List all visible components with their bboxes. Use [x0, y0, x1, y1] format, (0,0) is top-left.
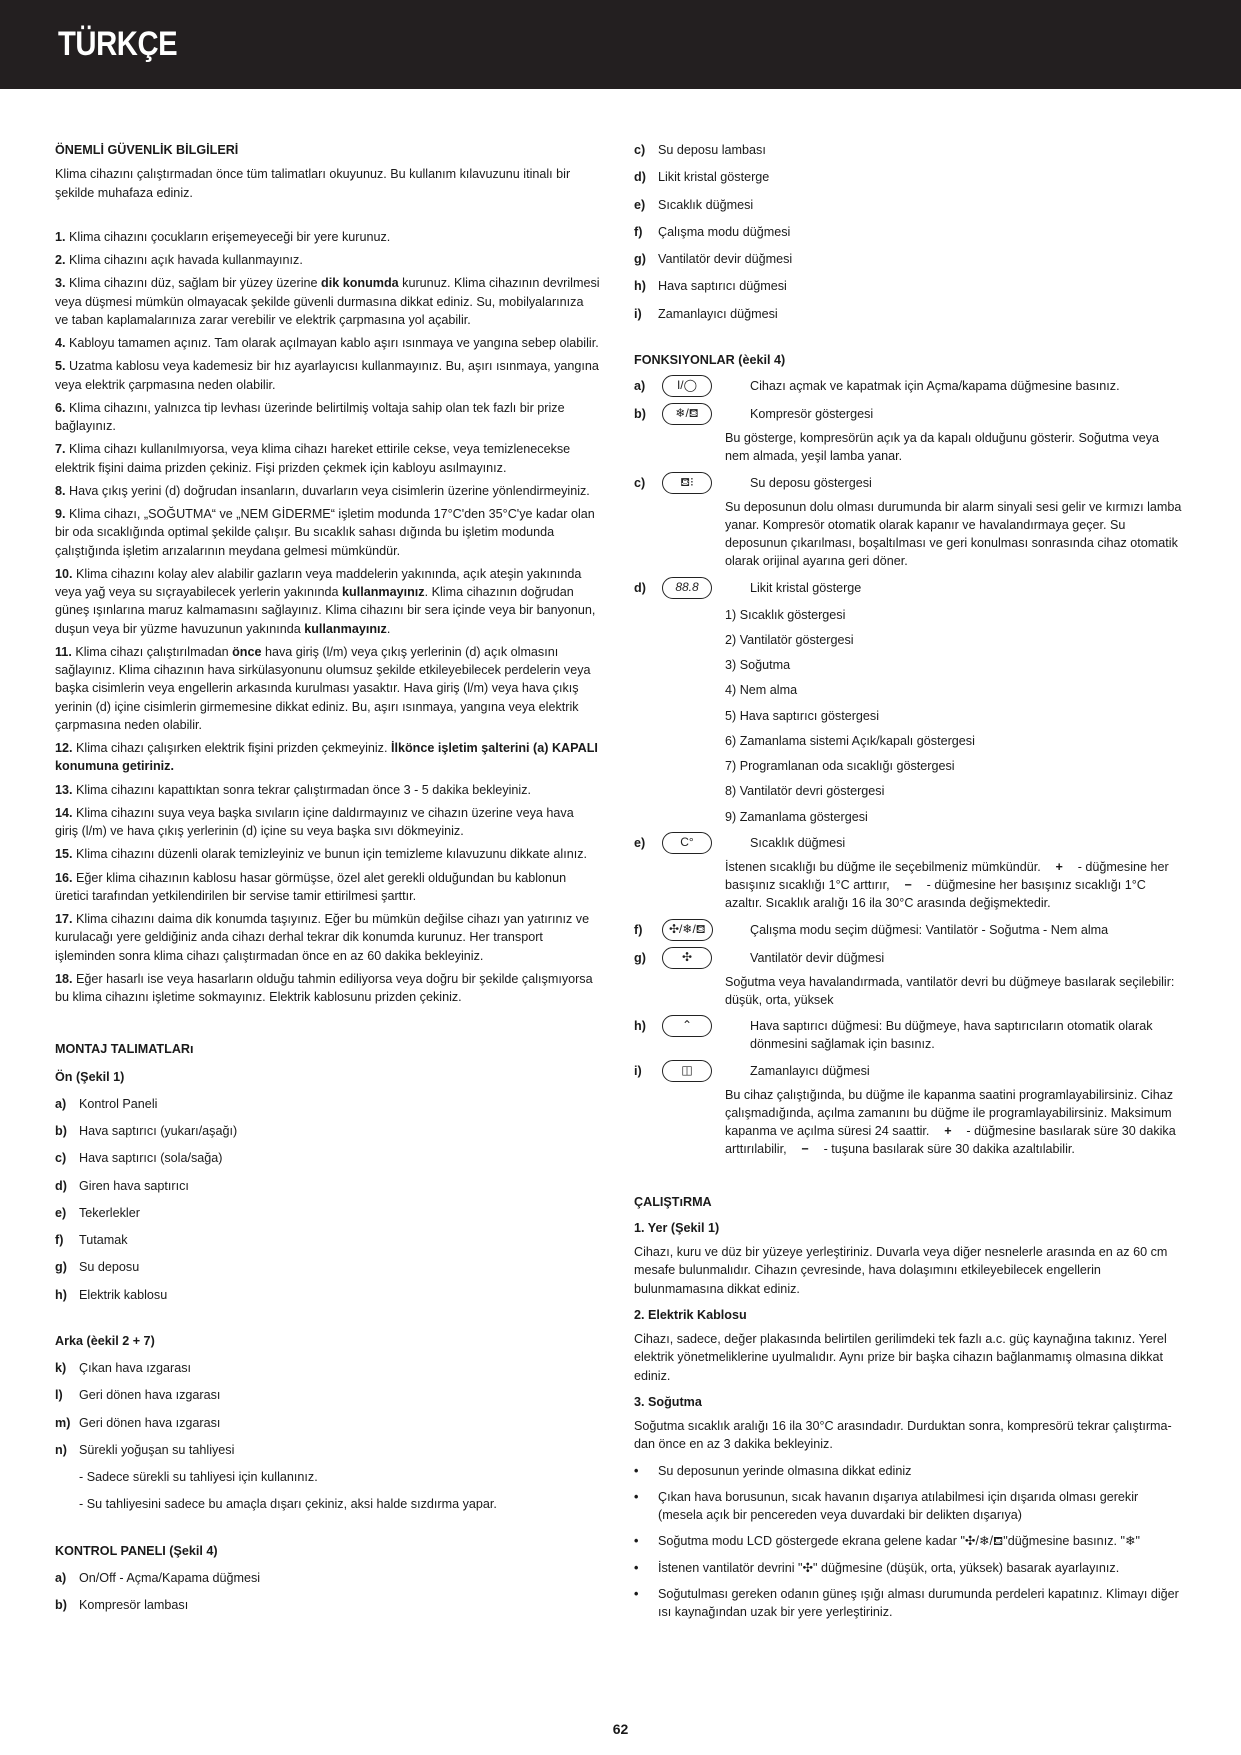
- bullet-text: Çıkan hava borusunun, sıcak havanın dışarıya atılabilmesi için dışarıda olması gerekir (mesela açık bir pencereden veya duvardaki bir delikten dışarıya): [658, 1489, 1139, 1522]
- panel-heading: KONTROL PANELI (Şekil 4): [55, 1543, 218, 1558]
- location-text: Cihazı, kuru ve düz bir yüzeye yerleştiriniz. Duvarla veya diğer nesnelerle arasında en az 60 cm mesafe bulunmalıdır. Cihazın çevresinde, hava dolaşımını etkileyebilecek engellerin bulunmamasına dikkat ediniz.: [634, 1245, 1168, 1296]
- list-text: On/Off - Açma/Kapama düğmesi: [79, 1570, 261, 1585]
- panel-item: [634, 196, 1186, 214]
- lcd-sub-item: 5) Hava saptırıcı göstergesi: [725, 708, 879, 723]
- bullet-text: Soğutma modu LCD göstergede ekrana gelene kadar "✣/❄/⛾"düğmesine basınız. "❄": [658, 1534, 1140, 1549]
- safety-item: [55, 565, 600, 638]
- function-g: [634, 947, 1186, 969]
- panel-item: [634, 168, 1186, 186]
- safety-item-number: 15.: [55, 847, 73, 862]
- safety-item-text: Klima cihazı, „SOĞUTMA“ ve „NEM GİDERME“ işletim modunda 17°C'den 35°C'ye kadar olan bir oda sıcaklığında optimal şekilde çalışır. Bu sıcaklık sahası dığında bu işletim modunda çalıştığında işletim arızalarının meydana gelmesi mümkündür.: [55, 507, 595, 558]
- header-bar: [0, 0, 1241, 89]
- list-text: Kompresör lambası: [79, 1598, 189, 1612]
- bullet-icon: •: [634, 1489, 639, 1504]
- safety-item-text: kurunuz. Klima cihazının devrilmesi veya düşmesi mümkün olmayacak şekilde güvenli durmasına dikkat ediniz. Su, mobilyalarınıza ve taban kaplamalarınıza zarar verebilir ve elektrik çarpmasına yol açabilir.: [55, 276, 600, 327]
- safety-item-number: 14.: [55, 805, 73, 820]
- function-text: Zamanlayıcı düğmesi: [750, 1063, 870, 1078]
- function-label: e): [634, 835, 646, 850]
- list-label: e): [55, 1205, 67, 1220]
- timer-desc-c: - tuşuna basılarak süre 30 dakika azaltılabilir.: [820, 1142, 1075, 1157]
- location-heading: 1. Yer (Şekil 1): [634, 1220, 720, 1235]
- safety-item-number: 17.: [55, 912, 73, 926]
- list-text: Tutamak: [79, 1233, 128, 1247]
- list-text: Kontrol Paneli: [79, 1096, 158, 1111]
- safety-item: [55, 251, 600, 269]
- function-text: Çalışma modu seçim düğmesi: Vantilatör - Soğutma - Nem alma: [750, 922, 1109, 937]
- montaj-heading: MONTAJ TALIMATLARı: [55, 1042, 194, 1057]
- list-label: m): [55, 1415, 71, 1430]
- bullet-item: [634, 1559, 1186, 1577]
- function-text: Su deposu göstergesi: [750, 475, 872, 490]
- list-label: l): [55, 1388, 63, 1403]
- safety-item-number: 12.: [55, 741, 73, 755]
- lcd-display-icon: 88.8: [662, 577, 712, 599]
- function-b: [634, 403, 1186, 425]
- list-label: d): [634, 170, 646, 185]
- safety-list: [55, 228, 600, 1007]
- list-text: Tekerlekler: [79, 1205, 140, 1220]
- safety-item-text: Hava çıkış yerini (d) doğrudan insanların, duvarların veya cisimlerin üzerine yönlendirmeyiniz.: [69, 483, 590, 498]
- back-part-item: [55, 1441, 600, 1459]
- safety-item: [55, 845, 600, 863]
- timer-icon: ◫: [662, 1060, 712, 1082]
- front-part-item: [55, 1149, 600, 1167]
- cooling-heading: 3. Soğutma: [634, 1394, 702, 1409]
- safety-item-number: 1.: [55, 229, 66, 244]
- safety-item: [55, 228, 600, 246]
- safety-item-text: Klima cihazını düzenli olarak temizleyiniz ve bunun için temizleme kılavuzunu dikkate alınız.: [76, 847, 588, 862]
- safety-item: [55, 869, 600, 906]
- safety-item-text: Klima cihazını, yalnızca tip levhası üzerinde belirtilmiş voltaja sahip olan tek fazlı bir prize bağlayınız.: [55, 400, 565, 433]
- left-column: [55, 141, 600, 1614]
- safety-item: [55, 505, 600, 560]
- function-d: [634, 577, 1186, 599]
- function-desc: Soğutma veya havalandırmada, vantilatör devri bu düğmeye basılarak seçilebilir: düşük, orta, yüksek: [725, 974, 1175, 1007]
- bullet-icon: •: [634, 1560, 639, 1575]
- function-desc: Su deposunun dolu olması durumunda bir alarm sinyali sesi gelir ve kırmızı lamba yanar. Kompresör otomatik olarak kapanır ve havalandırmaya geçer. Su deposunun çıkarılması, boşaltılması ve geri konulması sonrasında cihaz otomatik olarak orijinal ayarına geri döner.: [725, 499, 1182, 569]
- function-desc: [725, 1086, 1186, 1159]
- safety-item-text: Klima cihazını açık havada kullanmayınız.: [69, 253, 303, 267]
- list-label: n): [55, 1442, 67, 1457]
- panel-item: [634, 141, 1186, 159]
- bullet-text: İstenen vantilatör devrini "✣" düğmesine (düşük, orta, yüksek) basarak ayarlayınız.: [658, 1560, 1120, 1575]
- power-button-icon: I/◯: [662, 375, 712, 397]
- panel-item: [634, 250, 1186, 268]
- list-label: e): [634, 197, 646, 212]
- operation-heading: ÇALIŞTıRMA: [634, 1194, 712, 1209]
- function-h: [634, 1015, 1186, 1054]
- safety-item-emphasis: dik konumda: [321, 276, 399, 291]
- list-text: Geri dönen hava ızgarası: [79, 1388, 221, 1403]
- page-number: 62: [612, 1721, 629, 1737]
- lcd-sub-item: 3) Soğutma: [725, 658, 791, 672]
- list-text: Geri dönen hava ızgarası: [79, 1415, 221, 1430]
- timer-desc-b: - düğmesine basılarak süre 30 dakika arttırılabilir,: [725, 1124, 1176, 1157]
- list-label: b): [55, 1124, 67, 1138]
- list-label: b): [55, 1598, 67, 1612]
- safety-item-emphasis: kullanmayınız: [304, 621, 387, 636]
- list-label: d): [55, 1178, 67, 1193]
- safety-heading: ÖNEMLİ GÜVENLİK BİLGİLERİ: [55, 143, 239, 157]
- function-label: a): [634, 379, 646, 393]
- bullet-text: Soğutulması gereken odanın güneş ışığı alması durumunda perdeleri kapatınız. Klimayı diğer ısı kaynağından uzak bir yere yerleştiriniz.: [658, 1586, 1179, 1619]
- back-list: [55, 1359, 600, 1459]
- safety-item-number: 4.: [55, 336, 66, 350]
- list-text: Hava saptırıcı düğmesi: [658, 279, 787, 294]
- front-part-item: [55, 1095, 600, 1113]
- list-text: Sürekli yoğuşan su tahliyesi: [79, 1442, 235, 1457]
- back-part-item: [55, 1359, 600, 1377]
- function-text: Vantilatör devir düğmesi: [750, 950, 885, 965]
- list-label: c): [634, 143, 646, 157]
- panel-list-continued: [634, 141, 1186, 323]
- function-i: [634, 1060, 1186, 1082]
- function-text: Kompresör göstergesi: [750, 407, 874, 421]
- safety-item: [55, 334, 600, 352]
- safety-item: [55, 440, 600, 477]
- function-desc: [725, 858, 1186, 913]
- back-heading: Arka (èekil 2 + 7): [55, 1333, 155, 1348]
- safety-item-number: 7.: [55, 442, 66, 457]
- fan-icon: ✣: [662, 947, 712, 969]
- safety-item-text: Eğer klima cihazının kablosu hasar görmüşse, özel alet gerekli olduğundan bu kablonun üretici tarafından yetkilendirilen bir servise tamir ettirilmesi şarttır.: [55, 870, 567, 903]
- safety-item-text: Klima cihazı çalıştırılmadan: [75, 644, 233, 659]
- temp-desc-a: İstenen sıcaklığı bu düğme ile seçebilmeniz mümkündür.: [725, 859, 1041, 874]
- function-text: Sıcaklık düğmesi: [750, 835, 846, 850]
- function-label: g): [634, 950, 646, 965]
- safety-item-emphasis: kullanmayınız: [342, 585, 425, 599]
- safety-item-text: Klima cihazını suya veya başka sıvıların içine daldırmayınız ve cihazın üzerine veya hava giriş (l/m) ve hava çıkış yerlerinin (d) içine su veya başka sıvı dökmeyiniz.: [55, 805, 574, 838]
- panel-item: [634, 223, 1186, 241]
- front-part-item: [55, 1122, 600, 1140]
- page-title: TÜRKÇE: [58, 25, 178, 63]
- list-label: c): [55, 1151, 67, 1166]
- bullet-item: [634, 1462, 1186, 1480]
- list-label: h): [55, 1287, 67, 1302]
- minus-icon: −: [801, 1142, 809, 1157]
- cable-heading: 2. Elektrik Kablosu: [634, 1307, 747, 1322]
- list-label: g): [634, 252, 646, 266]
- safety-item: [55, 910, 600, 965]
- function-e: [634, 832, 1186, 854]
- front-part-item: [55, 1177, 600, 1195]
- function-label: f): [634, 922, 643, 937]
- panel-item: [55, 1596, 600, 1614]
- plus-icon: +: [1055, 859, 1063, 874]
- list-text: Su deposu lambası: [658, 143, 766, 157]
- list-text: Vantilatör devir düğmesi: [658, 252, 793, 266]
- list-text: Elektrik kablosu: [79, 1287, 168, 1302]
- safety-item-emphasis: İlkönce işletim şalterini (a) KAPALI konumuna getiriniz.: [55, 741, 598, 774]
- function-f: [634, 919, 1186, 941]
- safety-item-number: 8.: [55, 483, 66, 498]
- safety-item-number: 5.: [55, 359, 66, 374]
- timer-desc-a: Bu cihaz çalıştığında, bu düğme ile kapanma saatini programlayabilirsiniz. Cihaz çalışmadığında, açılma zamanını bu düğme ile programlayabilirsiniz. Maksimum kapanma ve açılma süresi 24 saattir.: [725, 1087, 1174, 1138]
- safety-item: [55, 970, 600, 1007]
- cable-text: Cihazı, sadece, değer plakasında belirtilen gerilimdeki tek fazlı a.c. güç kaynağına takınız. Yerel elektrik yönetmeliklerine uyulmalıdır. Aynı prize bir başka cihazın bağlanmamış olmasına dikkat ediniz.: [634, 1332, 1167, 1383]
- list-text: Giren hava saptırıcı: [79, 1178, 189, 1193]
- list-text: Çalışma modu düğmesi: [658, 224, 791, 239]
- front-part-item: [55, 1258, 600, 1276]
- cooling-text: Soğutma sıcaklık aralığı 16 ila 30°C arasındadır. Durduktan sonra, kompresörü tekrar çalıştırma-dan önce en az 3 dakika bekleyiniz.: [634, 1419, 1172, 1452]
- lcd-sub-item: 2) Vantilatör göstergesi: [725, 632, 854, 647]
- function-label: c): [634, 475, 646, 490]
- safety-item: [55, 357, 600, 394]
- bullet-item: [634, 1488, 1186, 1525]
- list-label: h): [634, 279, 646, 294]
- list-text: Sıcaklık düğmesi: [658, 197, 754, 212]
- lcd-sub-item: 9) Zamanlama göstergesi: [725, 809, 868, 824]
- bullet-list: [634, 1462, 1186, 1622]
- list-label: f): [634, 224, 643, 239]
- function-text: Cihazı açmak ve kapatmak için Açma/kapama düğmesine basınız.: [750, 379, 1120, 393]
- safety-item: [55, 804, 600, 841]
- function-a: [634, 375, 1186, 397]
- function-label: b): [634, 407, 646, 421]
- compressor-icon: ❄/⛾: [662, 403, 712, 425]
- swing-icon: ⌃: [662, 1015, 712, 1037]
- safety-item: [55, 399, 600, 436]
- front-heading: Ön (Şekil 1): [55, 1069, 125, 1084]
- safety-item-number: 10.: [55, 566, 73, 581]
- safety-item-text: Klima cihazı çalışırken elektrik fişini prizden çekmeyiniz.: [76, 741, 391, 755]
- safety-intro: Klima cihazını çalıştırmadan önce tüm talimatları okuyunuz. Bu kullanım kılavuzunu itinalı bir şekilde muhafaza ediniz.: [55, 167, 571, 200]
- bullet-item: [634, 1532, 1186, 1550]
- back-part-item: [55, 1414, 600, 1432]
- safety-item-number: 16.: [55, 870, 73, 885]
- list-text: Su deposu: [79, 1260, 140, 1275]
- list-label: a): [55, 1570, 67, 1585]
- safety-item-text: Klima cihazı kullanılmıyorsa, veya klima cihazı hareket ettirile cekse, veya temizlenecekse elektrik fişini daima prizden çekiniz. Fişi prizden çekmek için kabloyu asılmayınız.: [55, 442, 571, 475]
- list-label: i): [634, 306, 642, 321]
- list-label: a): [55, 1096, 67, 1111]
- panel-list: [55, 1569, 600, 1615]
- safety-item: [55, 482, 600, 500]
- plus-icon: +: [944, 1124, 952, 1138]
- safety-item-text: Eğer hasarlı ise veya hasarların olduğu tahmin ediliyorsa veya doğru bir şekilde çalışmıyorsa bu klima cihazını işletime sokmayınız. Elektrik kablosunu prizden çekiniz.: [55, 971, 593, 1004]
- safety-item-number: 2.: [55, 253, 66, 267]
- back-note: - Su tahliyesini sadece bu amaçla dışarı çekiniz, aksi halde sızdırma yapar.: [79, 1497, 497, 1512]
- front-part-item: [55, 1231, 600, 1249]
- bullet-icon: •: [634, 1534, 639, 1549]
- lcd-sub-item: 8) Vantilatör devri göstergesi: [725, 784, 885, 799]
- safety-item-number: 3.: [55, 276, 66, 291]
- safety-item-text: Klima cihazını düz, sağlam bir yüzey üzerine: [69, 276, 322, 291]
- lcd-sub-item: 4) Nem alma: [725, 683, 798, 698]
- safety-item: [55, 781, 600, 799]
- safety-item-text: Klima cihazını daima dik konumda taşıyınız. Eğer bu mümkün değilse cihazı yan yatırınız ve kurulacağı yere geldiğiniz anda cihazı derhal tekrar dik konumda kurunuz. Her transport işleminden sonra klima cihazı çalıştırmadan önce en az 60 dakika bekleyiniz.: [55, 912, 590, 963]
- function-text: Hava saptırıcı düğmesi: Bu düğmeye, hava saptırıcıların otomatik olarak dönmesini sağlamak için basınız.: [750, 1019, 1153, 1052]
- safety-item: [55, 274, 600, 329]
- mode-icon: ✣/❄/⛾: [662, 919, 713, 941]
- safety-item-text: Kabloyu tamamen açınız. Tam olarak açılmayan kablo aşırı ısınmaya ve yangına sebep olabilir.: [69, 336, 599, 350]
- safety-item-text: Klima cihazını kolay alev alabilir gazların veya maddelerin yakınında, açık ateşin yakınında veya yağ veya su sıçrayabilecek yerlerin yakınında: [55, 566, 582, 599]
- functions-heading: FONKSIYONLAR (èekil 4): [634, 352, 786, 367]
- list-label: k): [55, 1361, 67, 1375]
- water-tank-icon: ⛾⁝: [662, 472, 712, 494]
- function-label: h): [634, 1019, 646, 1033]
- function-text: Likit kristal gösterge: [750, 580, 862, 595]
- function-c: [634, 472, 1186, 494]
- function-desc: Bu gösterge, kompresörün açık ya da kapalı olduğunu gösterir. Soğutma veya nem almada, yeşil lamba yanar.: [725, 431, 1160, 464]
- safety-item-text: Klima cihazını çocukların erişemeyeceği bir yere kurunuz.: [69, 229, 391, 244]
- bullet-item: [634, 1585, 1186, 1622]
- panel-item: [634, 305, 1186, 323]
- lcd-sub-item: 1) Sıcaklık göstergesi: [725, 607, 846, 622]
- back-note: - Sadece sürekli su tahliyesi için kullanınız.: [79, 1470, 318, 1484]
- panel-item: [634, 277, 1186, 295]
- list-label: f): [55, 1233, 64, 1247]
- temp-desc-b: - düğmesine her basışınız sıcaklığı 1°C arttırır,: [725, 859, 1169, 892]
- safety-item-number: 13.: [55, 782, 73, 797]
- temperature-icon: C°: [662, 832, 712, 854]
- front-part-item: [55, 1204, 600, 1222]
- safety-item-number: 11.: [55, 644, 72, 659]
- bullet-icon: •: [634, 1463, 639, 1478]
- right-column: [634, 141, 1186, 1621]
- list-text: Hava saptırıcı (yukarı/aşağı): [79, 1124, 238, 1138]
- list-text: Çıkan hava ızgarası: [79, 1361, 192, 1375]
- safety-item-text: hava giriş (l/m) veya çıkış yerlerinin (d) açık olmasını sağlayınız. Klima cihazının hava sirkülasyonunu olumsuz şekilde etkileyebilecek perdelerin veya başka cisimlerin veya engellerin arkasında kurulması yasaktır. Hava giriş (l/m) veya hava çıkış yerinin (d) içine cisimlerin girmemesine dikkat ediniz. Bu, aşırı ısınmaya, yangına veya elektrik çarpmasına neden olabilir.: [55, 644, 591, 732]
- minus-icon: −: [904, 878, 912, 892]
- safety-item-number: 9.: [55, 507, 66, 521]
- bullet-icon: •: [634, 1586, 639, 1601]
- list-text: Hava saptırıcı (sola/sağa): [79, 1151, 223, 1166]
- front-part-item: [55, 1286, 600, 1304]
- back-part-item: [55, 1386, 600, 1404]
- safety-item-text: . Klima cihazının doğrudan güneş ışınlarına maruz kalmamasını sağlayınız. Klima cihazını bir sera içinde veya bir banyonun, duşun veya bir yüzme havuzunun yakınında: [55, 585, 596, 636]
- safety-item: [55, 739, 600, 776]
- front-list: [55, 1095, 600, 1304]
- safety-item-text: Uzatma kablosu veya kademesiz bir hız ayarlayıcısı kullanmayınız. Bu, aşırı ısınmaya, yangına veya elektrik çarpmasına neden olabilir.: [55, 359, 599, 392]
- lcd-sub-item: 6) Zamanlama sistemi Açık/kapalı göstergesi: [725, 733, 975, 748]
- safety-item-emphasis: önce: [232, 644, 262, 659]
- safety-item-text: .: [386, 621, 391, 636]
- safety-item-text: Klima cihazını kapattıktan sonra tekrar çalıştırmadan önce 3 - 5 dakika bekleyiniz.: [76, 782, 532, 797]
- list-text: Zamanlayıcı düğmesi: [658, 306, 778, 321]
- lcd-sub-item: 7) Programlanan oda sıcaklığı göstergesi: [725, 759, 955, 773]
- list-label: g): [55, 1260, 67, 1275]
- panel-item: [55, 1569, 600, 1587]
- temp-desc-c: - düğmesine her basışınız sıcaklığı 1°C azaltır. Sıcaklık aralığı 16 ila 30°C arasında değişmektedir.: [725, 878, 1146, 911]
- function-label: i): [634, 1063, 642, 1078]
- lcd-sub-list: [634, 606, 1186, 826]
- bullet-text: Su deposunun yerinde olmasına dikkat ediniz: [658, 1463, 912, 1478]
- safety-item-number: 6.: [55, 400, 66, 415]
- safety-item: [55, 643, 600, 734]
- function-label: d): [634, 580, 646, 595]
- safety-item-number: 18.: [55, 971, 73, 986]
- list-text: Likit kristal gösterge: [658, 170, 770, 185]
